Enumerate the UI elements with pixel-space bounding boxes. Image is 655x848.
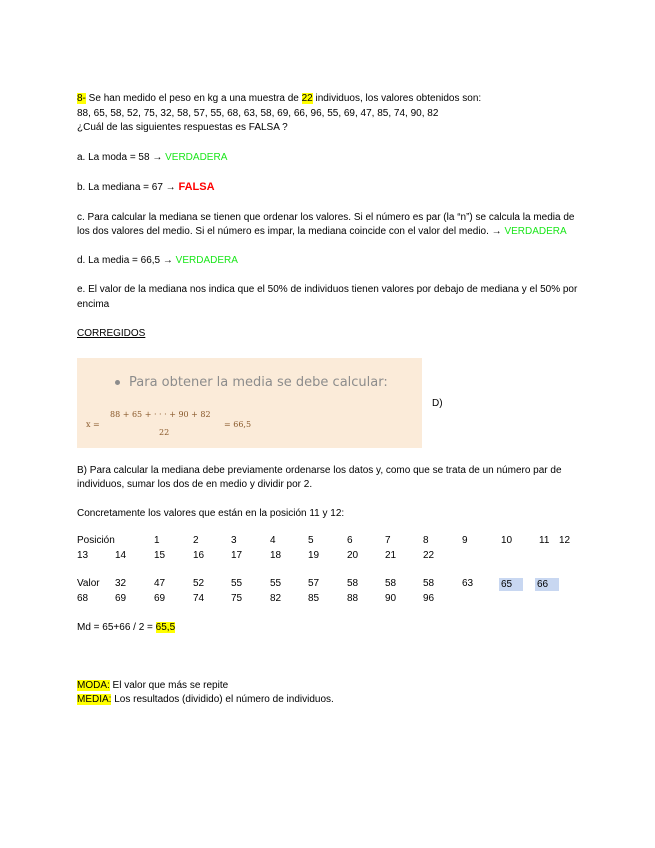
value-cell: 63 [462, 578, 474, 589]
median-result: Md = 65+66 / 2 = 65,5 [77, 622, 176, 633]
position-label: Posición [77, 535, 115, 546]
value-cell: 69 [154, 592, 166, 604]
values-row-2 [77, 593, 587, 608]
position-cell: 19 [308, 549, 320, 561]
median-explanation: B) Para calcular la mediana debe previamente ordenarse los datos y, como que se trata de un número par de individuos, sumar los dos de en medio y dividir por 2. [77, 464, 562, 490]
position-cell: 5 [308, 535, 314, 546]
option-d-verdict: VERDADERA [175, 254, 238, 266]
option-d: d. La media = 66,5 → VERDADERA [77, 254, 238, 266]
corrections-heading: CORREGIDOS [77, 328, 146, 339]
position-cell: 4 [270, 535, 276, 546]
value-cell: 82 [270, 592, 282, 604]
value-cell: 90 [385, 592, 397, 604]
option-a-verdict: VERDADERA [165, 151, 228, 163]
median-value-cell: 65 [499, 578, 523, 591]
position-cell: 13 [77, 549, 89, 561]
option-e: e. El valor de la mediana nos indica que el 50% de individuos tienen valores por debajo de mediana y el 50% por encima [77, 284, 578, 310]
figure-row [77, 358, 587, 450]
value-cell: 58 [385, 578, 397, 589]
position-cell: 8 [423, 535, 429, 546]
value-cell: 57 [308, 578, 320, 589]
position-cell: 3 [231, 535, 237, 546]
moda-term: MODA: [77, 679, 110, 691]
position-cell: 7 [385, 535, 391, 546]
definition-media: MEDIA: Los resultados (dividido) el número de individuos. [77, 694, 334, 705]
value-cell: 75 [231, 592, 243, 604]
option-c: c. Para calcular la mediana se tienen que ordenar los valores. Si el número es par (la “n”) se calcula la media de los dos valores del medio. Si el número es impar, la mediana coincide con el valor del medio. → VERDADERA [77, 211, 575, 237]
formula-numerator: 88 + 65 + · · · + 90 + 82 [110, 409, 211, 419]
position-cell: 22 [423, 549, 435, 561]
position-cell: 11 [539, 535, 550, 546]
position-cell: 10 [501, 535, 513, 546]
bullet-icon [115, 380, 120, 385]
value-cell: 55 [231, 578, 243, 589]
position-cell: 16 [193, 549, 205, 561]
value-cell: 32 [115, 578, 127, 589]
value-cell: 74 [193, 592, 205, 604]
median-value-cell: 66 [535, 578, 559, 591]
positions-row-1 [77, 535, 587, 550]
position-cell: 14 [115, 549, 127, 561]
position-cell: 12 [559, 535, 571, 546]
position-cell: 6 [347, 535, 353, 546]
values-line: 88, 65, 58, 52, 75, 32, 58, 57, 55, 68, 63, 58, 69, 66, 96, 55, 69, 47, 85, 74, 90, 82 [77, 107, 439, 119]
value-cell: 85 [308, 592, 320, 604]
formula-result: = 66,5 [224, 419, 252, 429]
position-cell: 9 [462, 535, 468, 546]
figure-bullet: Para obtener la media se debe calcular: [115, 375, 388, 390]
value-cell: 55 [270, 578, 282, 589]
option-b-verdict: FALSA [178, 181, 215, 193]
definition-moda: MODA: El valor que más se repite [77, 679, 229, 691]
position-cell: 2 [193, 535, 199, 546]
option-b: b. La mediana = 67 → FALSA [77, 181, 215, 193]
media-term: MEDIA: [77, 694, 112, 705]
formula-denominator: 22 [159, 427, 170, 437]
formula-lhs: x = [86, 419, 100, 429]
option-a: a. La moda = 58 → VERDADERA [77, 151, 228, 163]
values-row-1 [77, 578, 587, 593]
value-cell: 47 [154, 578, 166, 589]
value-cell: 58 [347, 578, 359, 589]
median-value: 65,5 [155, 622, 176, 633]
document-page [77, 92, 587, 708]
position-cell: 15 [154, 549, 166, 561]
value-cell: 58 [423, 578, 435, 589]
question-line-1: 8- Se han medido el peso en kg a una muestra de 22 individuos, los valores obtenidos son: [77, 93, 482, 104]
value-label: Valor [77, 578, 100, 589]
value-cell: 96 [423, 592, 435, 604]
positions-row-2 [77, 550, 587, 565]
position-cell: 18 [270, 549, 282, 561]
position-cell: 20 [347, 549, 359, 561]
positions-table [77, 535, 587, 607]
value-cell: 52 [193, 578, 205, 589]
value-cell: 68 [77, 592, 89, 604]
question-prompt: ¿Cuál de las siguientes respuestas es FALSA ? [77, 122, 288, 133]
value-cell: 69 [115, 592, 127, 604]
position-cell: 21 [385, 549, 397, 561]
mean-formula-image [77, 358, 422, 448]
question-number: 8- [77, 93, 86, 104]
position-cell: 1 [154, 535, 160, 546]
sample-size: 22 [301, 93, 313, 104]
positions-intro: Concretamente los valores que están en la posición 11 y 12: [77, 507, 345, 519]
position-cell: 17 [231, 549, 243, 561]
option-c-verdict: VERDADERA [504, 226, 567, 237]
value-cell: 88 [347, 592, 359, 604]
figure-label: D) [432, 397, 443, 409]
